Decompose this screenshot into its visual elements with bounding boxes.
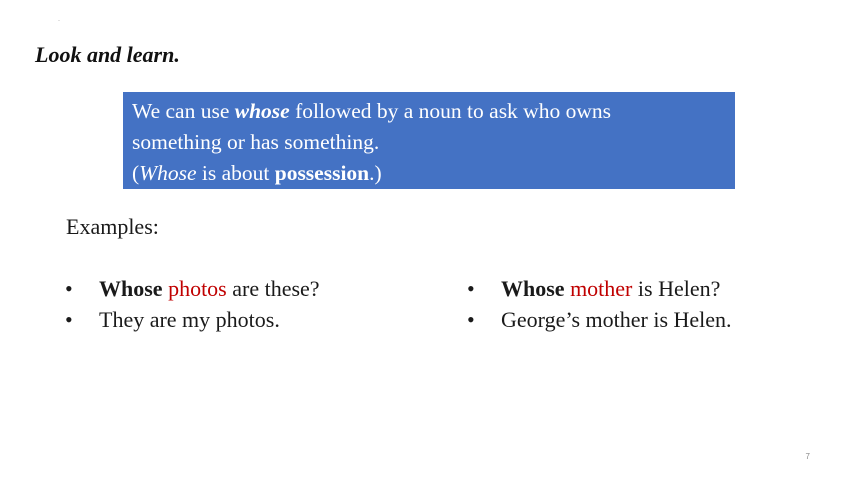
noun-highlight: photos: [168, 276, 227, 301]
example-answer-left: • They are my photos.: [65, 304, 320, 335]
info-line-3-close: .): [369, 161, 382, 185]
question-rest: is Helen?: [632, 276, 721, 301]
examples-label: Examples:: [66, 214, 159, 239]
slide-title: Look and learn.: [35, 42, 180, 67]
noun-highlight: mother: [570, 276, 633, 301]
examples-left-list: [65, 273, 320, 335]
example-question-left: [65, 273, 320, 304]
whose-word: Whose: [99, 276, 163, 301]
info-box: [123, 92, 735, 189]
page-number: 7: [805, 452, 810, 461]
examples-right-list: [467, 273, 732, 335]
info-keyword-possession: possession: [274, 161, 370, 185]
slide-marker: ·: [58, 18, 60, 24]
info-line-2: something or has something.: [132, 130, 380, 154]
info-line-1: [132, 96, 727, 127]
info-line-3-mid: is about: [196, 161, 275, 185]
info-line-1-pre: We can use: [132, 99, 235, 123]
info-keyword-whose: whose: [234, 99, 290, 123]
info-line-3-open: (: [132, 161, 140, 185]
example-answer-right: • George’s mother is Helen.: [467, 304, 732, 335]
example-question-right: [467, 273, 732, 304]
question-rest: are these?: [226, 276, 320, 301]
whose-word: Whose: [501, 276, 565, 301]
info-line-1-post: followed by a noun to ask who owns: [289, 99, 611, 123]
info-line-3: [132, 158, 727, 189]
info-keyword-whose-italic: Whose: [139, 161, 197, 185]
